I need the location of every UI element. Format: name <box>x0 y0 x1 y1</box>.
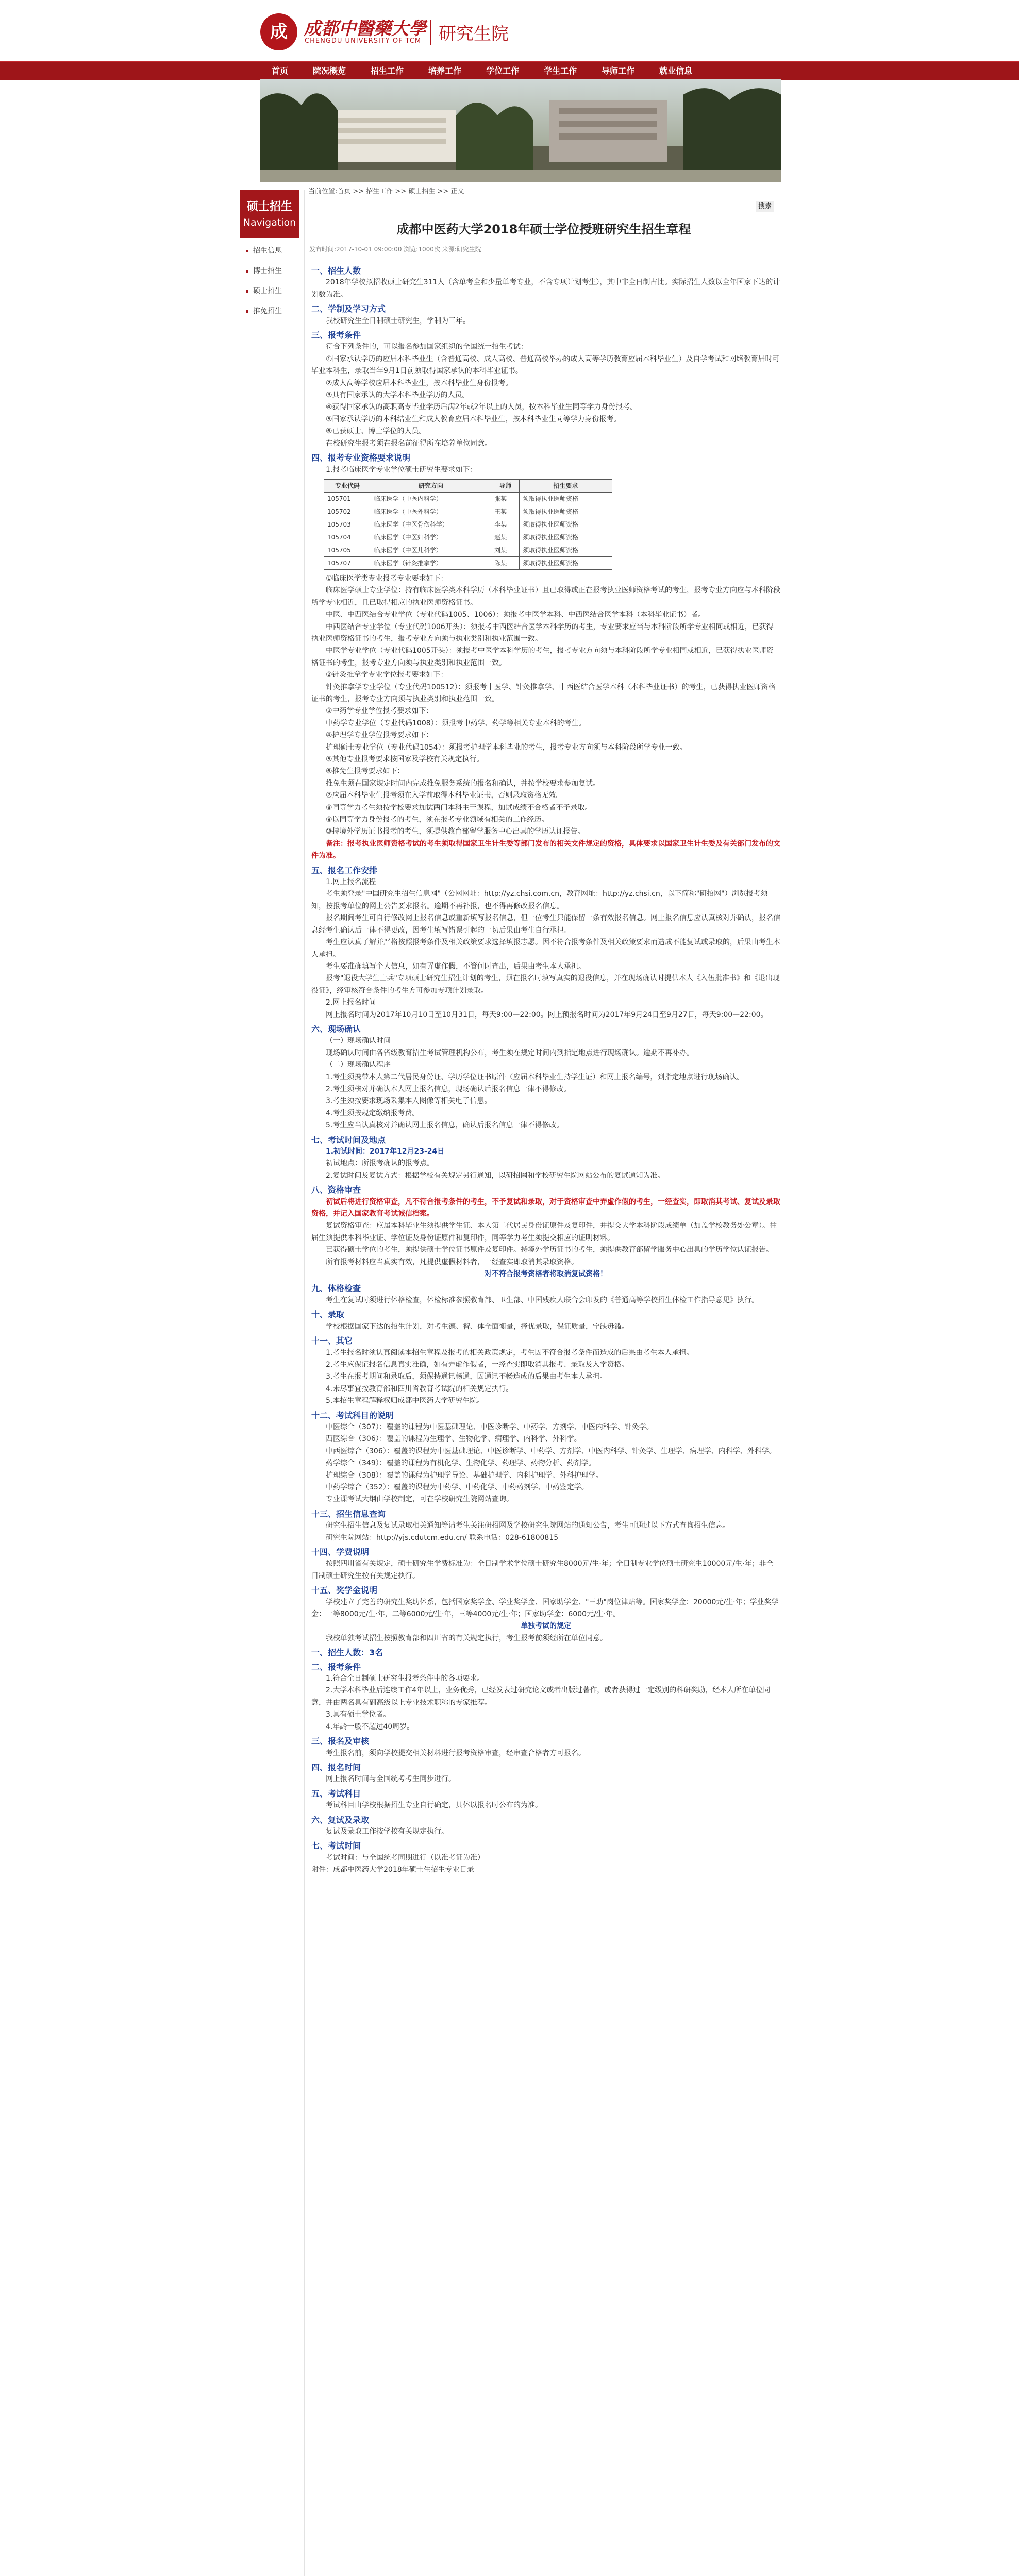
paragraph: 药学综合（349）：覆盖的课程为有机化学、生物化学、药理学、药物分析、药剂学。 <box>326 1459 596 1468</box>
nav-item-6[interactable]: 导师工作 <box>602 66 635 76</box>
paragraph: 2.大学本科毕业后连续工作4年以上，业务优秀，已经发表过研究论文或者出版过著作，或者获得过一定级别的科研奖励，经本人所在单位同意，并由两名具有副高级以上专业技术职称的专家推荐。 <box>311 1686 771 1707</box>
section-heading: 九、体格检查 <box>311 1283 361 1294</box>
section-heading: 五、报名工作安排 <box>311 865 378 875</box>
section-heading: 十、录取 <box>311 1310 345 1320</box>
nav-item-1[interactable]: 院况概览 <box>313 66 346 76</box>
paragraph: 备注：报考执业医师资格考试的考生须取得国家卫生计生委等部门发布的相关文件规定的资格，具体要求以国家卫生计生委及有关部门发布的文件为准。 <box>311 839 780 860</box>
paragraph: 3.考生在报考期间和录取后，须保持通讯畅通，因通讯不畅造成的后果由考生本人承担。 <box>326 1372 607 1381</box>
section-heading: 二、报考条件 <box>311 1662 361 1672</box>
paragraph: 中医学专业学位（专业代码1005开头）：须报考中医学本科学历的考生，报考专业方向须与本科阶段所学专业相同或相近，已获得执业医师资格证书的考生，报考专业方向须与执业类别和执业范围一致。 <box>311 647 774 667</box>
university-seal-icon: 成 <box>260 13 297 50</box>
table-cell: 须取得执业医师资格 <box>520 531 612 544</box>
section-heading: 七、考试时间及地点 <box>311 1134 386 1145</box>
table-cell: 张某 <box>491 492 520 505</box>
paragraph: 2.考生须核对并确认本人网上报名信息，现场确认后报名信息一律不得修改。 <box>326 1084 571 1093</box>
paragraph: 考试时间：与全国统考同期进行（以准考证为准） <box>326 1853 485 1862</box>
section-heading: 十一、其它 <box>311 1336 353 1346</box>
nav-item-5[interactable]: 学生工作 <box>544 66 577 76</box>
table-cell: 临床医学（中医骨伤科学） <box>371 518 491 531</box>
section-heading: 六、复试及录取 <box>311 1815 370 1825</box>
nav-item-0[interactable]: 首页 <box>272 66 289 76</box>
paragraph: ①临床医学类专业报考专业要求如下： <box>326 574 448 583</box>
paragraph: ⑩持境外学历证书报考的考生，须提供教育部留学服务中心出具的学历认证报告。 <box>326 827 585 836</box>
paragraph: （一）现场确认时间 <box>326 1037 391 1045</box>
section-heading: 三、报考条件 <box>311 330 361 341</box>
university-name: 成都中醫藥大學 <box>304 19 426 39</box>
table-row <box>324 518 612 531</box>
section-heading: 三、报名及审核 <box>311 1736 370 1747</box>
table-cell: 临床医学（中医内科学） <box>371 492 491 505</box>
paragraph: 中西医结合专业学位（专业代码1006开头）：须报考中西医结合医学本科学历的考生，专业要求应当与本科阶段所学专业相同或相近，已获得执业医师资格证书的考生，报考专业方向须与执业类别和执业范围一致。 <box>311 622 774 643</box>
table-cell: 李某 <box>491 518 520 531</box>
paragraph: 研究生院网站：http://yjs.cdutcm.edu.cn/ 联系电话：028-61800815 <box>326 1533 559 1542</box>
table-cell: 105705 <box>324 544 371 556</box>
paragraph: ⑥推免生报考要求如下： <box>326 767 405 776</box>
paragraph: 考生在复试时须进行体格检查，体检标准参照教育部、卫生部、中国残疾人联合会印发的《普通高等学校招生体检工作指导意见》执行。 <box>326 1296 759 1304</box>
paragraph: 5.考生应当认真核对并确认网上报名信息，确认后报名信息一律不得修改。 <box>326 1121 564 1130</box>
section-heading: 二、学制及学习方式 <box>311 304 386 314</box>
paragraph: ②成人高等学校应届本科毕业生，按本科毕业生身份报考。 <box>326 379 513 387</box>
paragraph: 报考"退役大学生士兵"专项硕士研究生招生计划的考生，须在报名时填写真实的退役信息，并在现场确认时提供本人《入伍批准书》和《退出现役证》，经审核符合条件的考生方可参加专项计划录取。 <box>311 974 780 995</box>
paragraph: 考试科目由学校根据招生专业自行确定，具体以报名时公布的为准。 <box>326 1801 542 1810</box>
paragraph: 4.未尽事宜按教育部和四川省教育考试院的相关规定执行。 <box>326 1384 513 1393</box>
article-title: 成都中医药大学2018年硕士学位授班研究生招生章程 <box>396 222 691 236</box>
table-cell: 须取得执业医师资格 <box>520 505 612 518</box>
section-heading: 六、现场确认 <box>311 1024 361 1034</box>
paragraph: 2.网上报名时间 <box>326 998 376 1007</box>
paragraph: 初试地点：所报考确认的报考点。 <box>326 1159 434 1168</box>
table-row <box>324 544 612 556</box>
table-cell: 须取得执业医师资格 <box>520 518 612 531</box>
paragraph: 考生报名前，须向学校提交相关材料进行报考资格审查，经审查合格者方可报名。 <box>326 1749 586 1757</box>
search-input[interactable] <box>687 202 758 212</box>
table-cell: 王某 <box>491 505 520 518</box>
table-cell: 105701 <box>324 492 371 505</box>
paragraph: 2.复试时间及复试方式：根据学校有关规定另行通知，以研招网和学校研究生院网站公布的复试通知为准。 <box>326 1171 665 1180</box>
paragraph: 护理综合（308）：覆盖的课程为护理学导论、基础护理学、内科护理学、外科护理学。 <box>326 1471 603 1480</box>
section-heading: 四、报考专业资格要求说明 <box>311 453 411 463</box>
paragraph: 1.网上报名流程 <box>326 878 376 887</box>
paragraph: 我校单独考试招生按照教育部和四川省的有关规定执行，考生报考前须经所在单位同意。 <box>326 1634 607 1642</box>
table-row <box>324 505 612 518</box>
paragraph: ⑥已获硕士、博士学位的人员。 <box>326 427 426 436</box>
nav-item-7[interactable]: 就业信息 <box>659 66 693 76</box>
paragraph: 西医综合（306）：覆盖的课程为生理学、生物化学、病理学、内科学、外科学。 <box>326 1435 581 1444</box>
table-cell: 须取得执业医师资格 <box>520 544 612 556</box>
table-cell: 临床医学（中医外科学） <box>371 505 491 518</box>
main-nav <box>0 61 1019 80</box>
section-heading: 七、考试时间 <box>311 1841 361 1851</box>
paragraph: 1.报考临床医学专业学位硕士研究生要求如下： <box>326 465 477 474</box>
breadcrumb: 当前位置:首页 >> 招生工作 >> 硕士招生 >> 正文 <box>308 188 464 195</box>
paragraph: 1.考生报名时须认真阅读本招生章程及报考的相关政策规定，考生因不符合报考条件而造成的后果由考生本人承担。 <box>326 1348 694 1357</box>
paragraph: 中药学专业学位（专业代码1008）：须报考中药学、药学等相关专业本科的考生。 <box>326 719 586 727</box>
table-cell: 临床医学（针灸推拿学） <box>371 556 491 569</box>
paragraph: 3.具有硕士学位者。 <box>326 1710 391 1719</box>
paragraph: ③具有国家承认的大学本科毕业学历的人员。 <box>326 391 470 400</box>
sidebar-title-cn: 硕士招生 <box>246 200 292 213</box>
paragraph: 1.初试时间：2017年12月23-24日 <box>326 1147 445 1156</box>
paragraph: 临床医学硕士专业学位：持有临床医学类本科学历（本科毕业证书）且已取得或正在报考执业医师资格考试的考生，报考专业方向应与本科阶段所学专业相近，且已取得相应的执业医师资格证书。 <box>311 586 780 607</box>
section-heading: 十二、考试科目的说明 <box>311 1410 394 1420</box>
paragraph: 网上报名时间与全国统考考生同步进行。 <box>326 1775 456 1784</box>
paragraph: ④获得国家承认的高职高专毕业学历后满2年或2年以上的人员，按本科毕业生同等学力身份报考。 <box>326 403 638 412</box>
site-header <box>0 0 1019 61</box>
sidebar-title-en: Navigation <box>243 217 296 228</box>
banner-illustration <box>260 79 781 182</box>
paragraph: 3.考生须按要求现场采集本人图像等相关电子信息。 <box>326 1097 492 1106</box>
attachment-note: 附件：成都中医药大学2018年硕士生招生专业目录 <box>311 1866 474 1874</box>
section-heading: 十四、学费说明 <box>311 1547 370 1557</box>
table-row <box>324 556 612 569</box>
paragraph: 我校研究生全日制硕士研究生，学制为三年。 <box>326 316 470 325</box>
table-cell: 陈某 <box>491 556 520 569</box>
paragraph: ⑤国家承认学历的本科结业生和成人教育应届本科毕业生，按本科毕业生同等学力身份报考。 <box>326 415 621 423</box>
paragraph: （二）现场确认程序 <box>326 1061 391 1070</box>
sidebar-title <box>240 190 299 238</box>
paragraph: 所有报考材料应当真实有效，凡提供虚假材料者，一经查实即取消其录取资格。 <box>326 1258 578 1266</box>
table-cell: 赵某 <box>491 531 520 544</box>
paragraph: 网上报名时间为2017年10月10日至10月31日，每天9:00—22:00。网上预报名时间为2017年9月24日至9月27日，每天9:00—22:00。 <box>326 1010 768 1019</box>
paragraph: 2.考生应保证报名信息真实准确，如有弄虚作假者，一经查实即取消其报考、录取及入学资格。 <box>326 1360 629 1369</box>
university-english-name: CHENGDU UNIVERSITY OF TCM <box>305 37 422 45</box>
sidebar-item-3[interactable]: 推免招生 <box>240 301 299 321</box>
section-heading: 四、报名时间 <box>311 1762 361 1772</box>
paragraph: 在校研究生报考须在报名前征得所在培养单位同意。 <box>326 439 492 448</box>
paragraph: 考生应认真了解并严格按照报考条件及相关政策要求选择填报志愿。因不符合报考条件及相关政策要求而造成不能复试或录取的，后果由考生本人承担。 <box>311 938 780 959</box>
section-heading: 一、招生人数：3名 <box>311 1648 383 1658</box>
majors-table <box>324 479 612 570</box>
paragraph: 复试及录取工作按学校有关规定执行。 <box>326 1827 448 1836</box>
paragraph: 复试资格审查：应届本科毕业生须提供学生证、本人第二代居民身份证原件及复印件，并提交大学本科阶段成绩单（加盖学校教务处公章）。往届生须提供本科毕业证、学位证及身份证原件和复印件，同等学力考生须提交相应的证明材料。 <box>311 1222 777 1242</box>
article-meta: 发布时间:2017-10-01 09:00:00 浏览:1000次 来源:研究生院 <box>309 245 778 257</box>
site-logo[interactable] <box>260 11 509 52</box>
nav-item-3[interactable]: 培养工作 <box>428 66 462 76</box>
table-cell: 刘某 <box>491 544 520 556</box>
paragraph: ③中药学专业学位报考要求如下： <box>326 707 433 716</box>
paragraph: 中药学综合（352）：覆盖的课程为中药学、中药化学、中药药剂学、中药鉴定学。 <box>326 1483 589 1492</box>
campus-banner-image <box>260 79 781 182</box>
paragraph: 中医、中西医结合专业学位（专业代码1005、1006）：须报考中医学本科、中西医结合医学本科（本科毕业证书）者。 <box>326 611 706 619</box>
paragraph: 学校根据国家下达的招生计划，对考生德、智、体全面衡量，择优录取，保证质量，宁缺毋滥。 <box>326 1322 629 1331</box>
section-heading: 十五、奖学金说明 <box>311 1585 378 1596</box>
paragraph: 2018年学校拟招收硕士研究生311人（含单考全和少量单考专业，不含专项计划考生），其中非全日制占比。实际招生人数以全年国家下达的计划数为准。 <box>311 278 780 299</box>
paragraph: ⑧同等学力考生须按学校要求加试两门本科主干课程，加试成绩不合格者不予录取。 <box>326 803 592 812</box>
paragraph: 现场确认时间由各省级教育招生考试管理机构公布，考生须在规定时间内到指定地点进行现场确认。逾期不再补办。 <box>326 1048 694 1057</box>
section-heading: 五、考试科目 <box>311 1788 361 1799</box>
section-heading: 一、招生人数 <box>311 266 361 276</box>
table-cell: 105703 <box>324 518 371 531</box>
table-header: 专业代码 <box>324 479 371 492</box>
paragraph: 推免生须在国家规定时间内完成推免服务系统的报名和确认，并按学校要求参加复试。 <box>326 779 600 788</box>
sidebar-item-2[interactable]: 硕士招生 <box>240 281 299 301</box>
section-heading: 八、资格审查 <box>311 1185 361 1195</box>
search-button[interactable]: 搜索 <box>756 201 774 212</box>
paragraph: ①国家承认学历的应届本科毕业生（含普通高校、成人高校、普通高校举办的成人高等学历教育应届本科毕业生）及自学考试和网络教育届时可毕业本科生，录取当年9月1日前须取得国家承认的本科毕业证书。 <box>311 354 780 376</box>
table-header: 研究方向 <box>371 479 491 492</box>
paragraph: ④护理学专业学位报考要求如下： <box>326 731 433 740</box>
paragraph: ②针灸推拿学专业学位报考要求如下： <box>326 671 448 680</box>
paragraph: 专业课考试大纲由学校制定，可在学校研究生院网站查询。 <box>326 1495 513 1504</box>
sidebar-menu <box>240 241 299 321</box>
paragraph: 护理硕士专业学位（专业代码1054）：须报考护理学本科毕业的考生，报考专业方向须与本科阶段所学专业一致。 <box>326 743 687 752</box>
table-cell: 临床医学（中医妇科学） <box>371 531 491 544</box>
paragraph: 考生须登录"中国研究生招生信息网"（公网网址：http://yz.chsi.com.cn，教育网址：http://yz.chsi.cn，以下简称"研招网"）浏览报考须知，按报考单位的网上公告要求报名。逾期不再补报，也不得再修改报名信息。 <box>311 890 768 910</box>
nav-item-2[interactable]: 招生工作 <box>371 66 404 76</box>
paragraph: 初试后将进行资格审查，凡不符合报考条件的考生，不予复试和录取，对于资格审查中弄虚作假的考生，一经查实，即取消其考试、复试及录取资格，并记入国家教育考试诚信档案。 <box>311 1197 780 1218</box>
graduate-school-name: 研究生院 <box>430 20 509 45</box>
paragraph: 中西医综合（306）：覆盖的课程为中医基础理论、中医诊断学、中药学、方剂学、中医内科学、针灸学、生理学、病理学、内科学、外科学。 <box>326 1447 776 1455</box>
paragraph: 研究生招生信息及复试录取相关通知等请考生关注研招网及学校研究生院网站的通知公告，考生可通过以下方式查询招生信息。 <box>326 1521 730 1530</box>
paragraph: ⑦应届本科毕业生报考须在入学前取得本科毕业证书，否则录取资格无效。 <box>326 791 563 800</box>
paragraph: ⑤其他专业报考要求按国家及学校有关规定执行。 <box>326 755 484 764</box>
table-header: 导师 <box>491 479 520 492</box>
table-cell: 105704 <box>324 531 371 544</box>
paragraph: ⑨以同等学力身份报考的考生，须在报考专业领域有相关的工作经历。 <box>326 816 549 824</box>
paragraph: 对不符合报考资格者将取消复试资格！ <box>485 1270 607 1279</box>
paragraph: 针灸推拿学专业学位（专业代码100512）：须报考中医学、针灸推拿学、中西医结合医学本科（本科毕业证书）的考生，已获得执业医师资格证书的考生，报考专业方向须与执业类别和执业范围一致。 <box>311 683 776 703</box>
table-header: 招生要求 <box>520 479 612 492</box>
sidebar-item-1[interactable]: 博士招生 <box>240 261 299 281</box>
paragraph: 考生要准确填写个人信息，如有弄虚作假，不管何时查出，后果由考生本人承担。 <box>326 962 586 971</box>
table-cell: 须取得执业医师资格 <box>520 556 612 569</box>
table-row <box>324 492 612 505</box>
article-body <box>311 263 780 1876</box>
section-heading: 十三、招生信息查询 <box>311 1509 386 1519</box>
table-cell: 须取得执业医师资格 <box>520 492 612 505</box>
paragraph: 4.年龄一般不超过40周岁。 <box>326 1722 414 1731</box>
paragraph: 按照四川省有关规定，硕士研究生学费标准为：全日制学术学位硕士研究生8000元/生·年；全日制专业学位硕士研究生10000元/生·年；非全日制硕士研究生按有关规定执行。 <box>311 1560 774 1580</box>
sidebar-divider <box>304 190 305 2576</box>
paragraph: 中医综合（307）：覆盖的课程为中医基础理论、中医诊断学、中药学、方剂学、中医内科学、针灸学。 <box>326 1422 654 1431</box>
paragraph: 符合下列条件的，可以报名参加国家组织的全国统一招生考试： <box>326 343 528 351</box>
paragraph: 4.考生须按规定缴纳报考费。 <box>326 1109 420 1117</box>
table-cell: 105707 <box>324 556 371 569</box>
table-cell: 105702 <box>324 505 371 518</box>
paragraph: 学校建立了完善的研究生奖助体系，包括国家奖学金、学业奖学金、国家助学金、"三助"岗位津贴等。国家奖学金：20000元/生·年；学业奖学金：一等8000元/生·年，二等6000元/生·年，三等4000元/生·年；国家助学金：6000元/生·年。 <box>311 1598 779 1619</box>
paragraph: 1.符合全日制硕士研究生报考条件中的各项要求。 <box>326 1674 485 1683</box>
paragraph: 1.考生须携带本人第二代居民身份证、学历学位证书原件（应届本科毕业生持学生证）和网上报名编号，到指定地点进行现场确认。 <box>326 1073 744 1081</box>
sidebar-item-0[interactable]: 招生信息 <box>240 241 299 261</box>
table-row <box>324 531 612 544</box>
paragraph: 已获得硕士学位的考生，须提供硕士学位证书原件及复印件。持境外学历证书的考生，须提供教育部留学服务中心出具的学历学位认证报告。 <box>326 1246 773 1255</box>
paragraph: 5.本招生章程解释权归成都中医药大学研究生院。 <box>326 1397 485 1405</box>
paragraph: 单独考试的规定 <box>521 1622 571 1631</box>
table-cell: 临床医学（中医儿科学） <box>371 544 491 556</box>
nav-item-4[interactable]: 学位工作 <box>486 66 520 76</box>
paragraph: 报名期间考生可自行修改网上报名信息或重新填写报名信息，但一位考生只能保留一条有效报名信息。网上报名信息应认真核对并确认，报名信息经考生确认后一律不得更改，因考生填写错误引起的一切后果由考生自行承担。 <box>311 914 780 935</box>
